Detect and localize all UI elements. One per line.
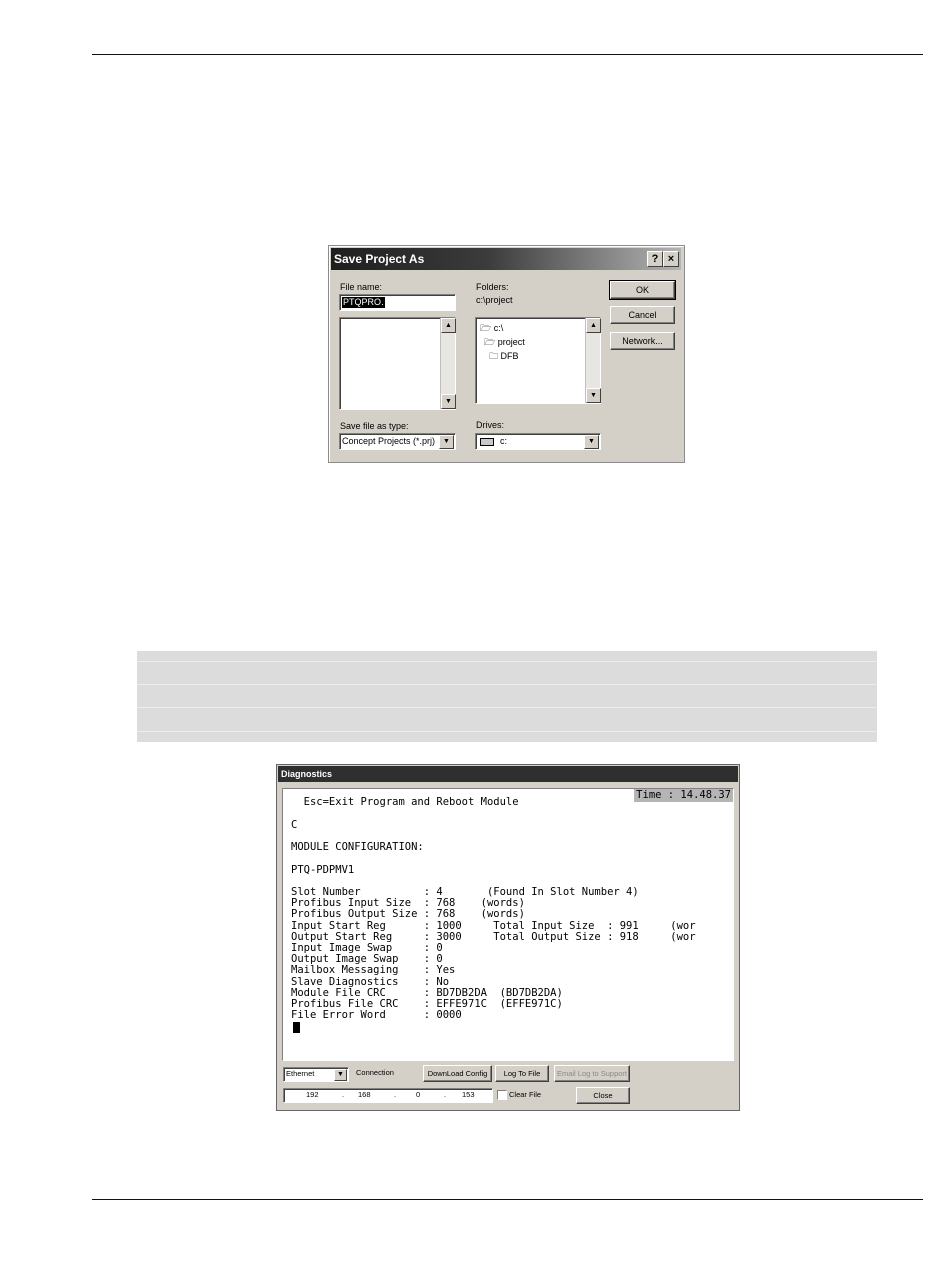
title-bar bbox=[331, 248, 681, 270]
save-project-as-dialog bbox=[328, 245, 685, 463]
table-row-divider bbox=[137, 684, 877, 685]
connection-type-select[interactable] bbox=[283, 1067, 349, 1082]
folder-item[interactable]: 🗁 project bbox=[484, 337, 525, 347]
connection-type-value: Ethernet bbox=[286, 1069, 315, 1078]
close-button[interactable]: × bbox=[663, 251, 679, 267]
text-cursor bbox=[293, 1022, 300, 1033]
diagnostics-window bbox=[276, 764, 740, 1111]
drive-icon bbox=[480, 438, 494, 446]
console-line: Profibus Output Size : 768 (words) bbox=[291, 908, 525, 921]
folder-tree-scrollbar[interactable] bbox=[585, 318, 600, 403]
scroll-up-arrow[interactable]: ▲ bbox=[586, 318, 601, 333]
console-line: Input Start Reg : 1000 Total Input Size : 991 (wor bbox=[291, 919, 696, 932]
folders-label: Folders: bbox=[476, 282, 509, 292]
chevron-down-icon[interactable]: ▼ bbox=[439, 435, 454, 449]
console-line: MODULE CONFIGURATION: bbox=[291, 841, 424, 853]
file-name-input[interactable] bbox=[339, 294, 456, 311]
console-line: File Error Word : 0000 bbox=[291, 1009, 462, 1022]
email-log-button[interactable]: Email Log to Support bbox=[554, 1065, 630, 1082]
console-line: Profibus Input Size : 768 (words) bbox=[291, 897, 525, 910]
table-row-divider bbox=[137, 707, 877, 708]
ip-address-input[interactable] bbox=[283, 1088, 493, 1103]
chevron-down-icon[interactable]: ▼ bbox=[584, 435, 599, 449]
scroll-up-arrow[interactable]: ▲ bbox=[441, 318, 456, 333]
title-bar bbox=[278, 766, 738, 782]
folder-icon: 🗀 bbox=[489, 351, 499, 361]
folder-tree[interactable] bbox=[475, 317, 601, 404]
ip-dot: . bbox=[342, 1090, 345, 1099]
time-readout: Time : 14.48.37 bbox=[636, 789, 731, 801]
bottom-rule bbox=[92, 1199, 923, 1200]
console-line: Esc=Exit Program and Reboot Module bbox=[291, 796, 519, 808]
window-title: Diagnostics bbox=[281, 769, 333, 779]
console-line: Output Image Swap : 0 bbox=[291, 953, 443, 966]
download-config-button[interactable]: DownLoad Config bbox=[423, 1065, 492, 1082]
file-name-label: File name: bbox=[340, 282, 383, 292]
open-folder-icon: 🗁 bbox=[484, 337, 496, 347]
console-line: Slot Number : 4 (Found In Slot Number 4) bbox=[291, 886, 639, 898]
ok-button[interactable]: OK bbox=[610, 281, 675, 299]
ip-dot: . bbox=[394, 1090, 397, 1099]
help-button[interactable]: ? bbox=[647, 251, 663, 267]
chevron-down-icon[interactable]: ▼ bbox=[334, 1069, 347, 1081]
save-type-select[interactable] bbox=[339, 433, 456, 450]
ip-octet: 0 bbox=[416, 1090, 421, 1099]
console-line: Slave Diagnostics : No bbox=[291, 975, 450, 988]
top-rule bbox=[92, 54, 923, 55]
open-folder-icon: 🗁 bbox=[480, 323, 492, 333]
console-line: PTQ-PDPMV1 bbox=[291, 864, 355, 876]
clear-file-label: Clear File bbox=[509, 1090, 542, 1099]
drives-label: Drives: bbox=[476, 420, 505, 430]
scroll-down-arrow[interactable]: ▼ bbox=[441, 394, 456, 409]
gray-table bbox=[137, 651, 877, 742]
connection-label: Connection bbox=[356, 1068, 394, 1077]
table-row-divider bbox=[137, 661, 877, 662]
network-button[interactable]: Network... bbox=[610, 332, 675, 350]
file-list-scrollbar[interactable] bbox=[440, 318, 455, 409]
ip-octet: 168 bbox=[358, 1090, 371, 1099]
folder-item[interactable]: 🗀 DFB bbox=[489, 351, 519, 361]
ip-dot: . bbox=[444, 1090, 447, 1099]
file-name-value: PTQPRO․ bbox=[343, 297, 385, 307]
console-line: Module File CRC : BD7DB2DA (BD7DB2DA) bbox=[291, 986, 563, 999]
ip-octet: 153 bbox=[462, 1090, 475, 1099]
scroll-down-arrow[interactable]: ▼ bbox=[586, 388, 601, 403]
table-row-divider bbox=[137, 731, 877, 732]
drives-select[interactable] bbox=[475, 433, 601, 450]
console-line: Input Image Swap : 0 bbox=[291, 942, 443, 954]
console-line: Output Start Reg : 3000 Total Output Size : 918 (wor bbox=[291, 930, 696, 943]
drives-value: c: bbox=[500, 436, 508, 446]
cancel-button[interactable]: Cancel bbox=[610, 306, 675, 324]
close-button[interactable]: Close bbox=[576, 1087, 630, 1104]
save-type-value: Concept Projects (*.prj) bbox=[342, 436, 436, 446]
clear-file-checkbox[interactable] bbox=[497, 1090, 507, 1100]
diagnostics-console bbox=[282, 788, 734, 1061]
folders-path: c:\project bbox=[476, 295, 513, 305]
save-type-label: Save file as type: bbox=[340, 421, 409, 431]
file-list[interactable] bbox=[339, 317, 456, 410]
console-line: Mailbox Messaging : Yes bbox=[291, 964, 456, 977]
dialog-title: Save Project As bbox=[334, 252, 425, 266]
folder-item[interactable]: 🗁 c:\ bbox=[480, 323, 504, 333]
console-line: Profibus File CRC : EFFE971C (EFFE971C) bbox=[291, 998, 563, 1010]
log-to-file-button[interactable]: Log To File bbox=[495, 1065, 549, 1082]
console-line: C bbox=[291, 819, 298, 831]
ip-octet: 192 bbox=[306, 1090, 319, 1099]
